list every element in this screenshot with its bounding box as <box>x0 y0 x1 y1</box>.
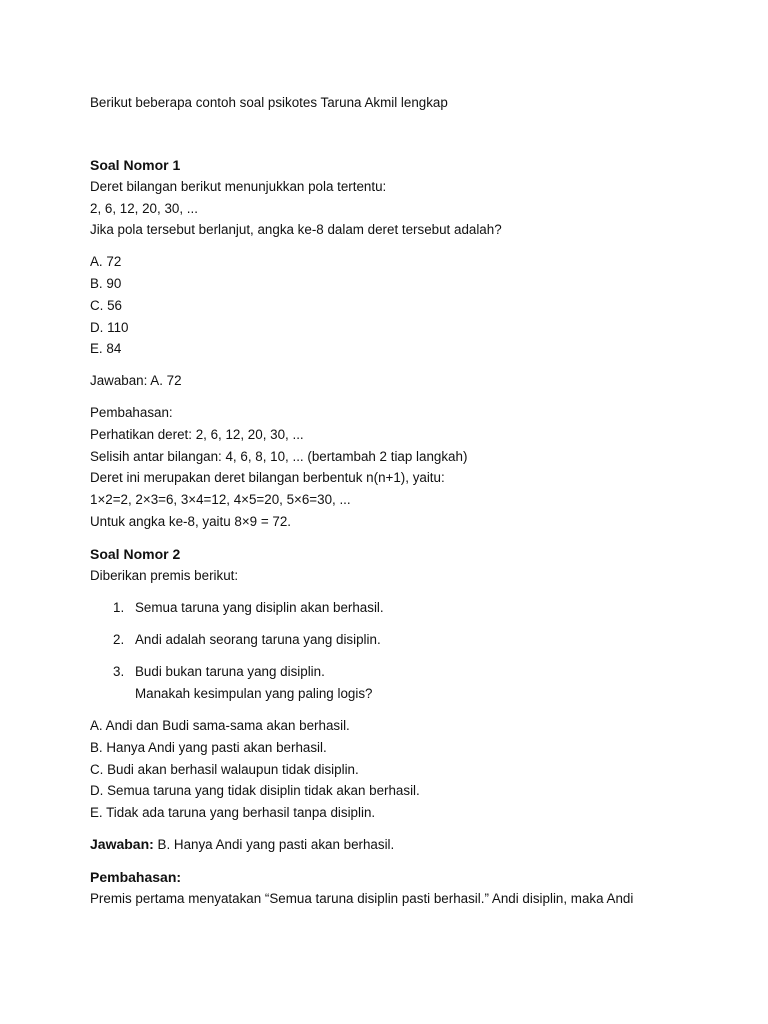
premise-text: Budi bukan taruna yang disiplin. <box>135 664 325 680</box>
premise-item <box>90 629 690 651</box>
soal-2-answer-text: B. Hanya Andi yang pasti akan berhasil. <box>153 836 395 852</box>
soal-2-title: Soal Nomor 2 <box>90 545 181 562</box>
premise-text: Semua taruna yang disiplin akan berhasil. <box>135 599 384 615</box>
soal-1-question-line: Deret bilangan berikut menunjukkan pola tertentu: <box>90 178 387 194</box>
soal-1-option-d: D. 110 <box>90 319 129 335</box>
soal-1-explanation-label: Pembahasan: <box>90 404 173 420</box>
soal-1-option-a: A. 72 <box>90 254 122 270</box>
soal-1-explanation-line: Selisih antar bilangan: 4, 6, 8, 10, ... (bertambah 2 tiap langkah) <box>90 448 468 464</box>
soal-2-explanation: Premis pertama menyatakan “Semua taruna disiplin pasti berhasil.” Andi disiplin, maka Andi <box>90 890 634 906</box>
soal-2-explanation-label: Pembahasan: <box>90 868 182 885</box>
document-page <box>90 92 690 910</box>
soal-1-option-e: E. 84 <box>90 341 122 357</box>
soal-2-question: Manakah kesimpulan yang paling logis? <box>135 686 373 702</box>
soal-2-answer <box>90 834 690 856</box>
soal-2-option-a: A. Andi dan Budi sama-sama akan berhasil. <box>90 717 350 733</box>
soal-2-lead: Diberikan premis berikut: <box>90 567 239 583</box>
soal-1-sequence: 2, 6, 12, 20, 30, ... <box>90 200 198 216</box>
soal-1-explanation-line: Deret ini merupakan deret bilangan berbentuk n(n+1), yaitu: <box>90 470 445 486</box>
soal-1-answer: Jawaban: A. 72 <box>90 373 182 389</box>
intro-text: Berikut beberapa contoh soal psikotes Taruna Akmil lengkap <box>90 95 448 110</box>
soal-1-title: Soal Nomor 1 <box>90 156 181 173</box>
soal-2-option-e: E. Tidak ada taruna yang berhasil tanpa disiplin. <box>90 805 376 821</box>
soal-1-explanation-line: Perhatikan deret: 2, 6, 12, 20, 30, ... <box>90 426 304 442</box>
premise-number: 1. <box>113 599 125 615</box>
premise-number: 3. <box>113 664 125 680</box>
soal-1-explanation-line: Untuk angka ke-8, yaitu 8×9 = 72. <box>90 513 291 529</box>
premise-item <box>90 597 690 619</box>
soal-1-option-b: B. 90 <box>90 275 122 291</box>
soal-2-premise-list <box>90 597 690 684</box>
premise-text: Andi adalah seorang taruna yang disiplin. <box>135 631 381 647</box>
soal-2-option-b: B. Hanya Andi yang pasti akan berhasil. <box>90 739 327 755</box>
soal-2-option-d: D. Semua taruna yang tidak disiplin tidak akan berhasil. <box>90 783 420 799</box>
premise-number: 2. <box>113 631 125 647</box>
soal-1-option-c: C. 56 <box>90 297 123 313</box>
premise-item <box>90 661 690 683</box>
soal-1-question-line: Jika pola tersebut berlanjut, angka ke-8 dalam deret tersebut adalah? <box>90 222 502 238</box>
soal-1-explanation-line: 1×2=2, 2×3=6, 3×4=12, 4×5=20, 5×6=30, ... <box>90 492 351 508</box>
soal-2-option-c: C. Budi akan berhasil walaupun tidak disiplin. <box>90 761 359 777</box>
soal-2-answer-label: Jawaban: <box>90 835 154 852</box>
